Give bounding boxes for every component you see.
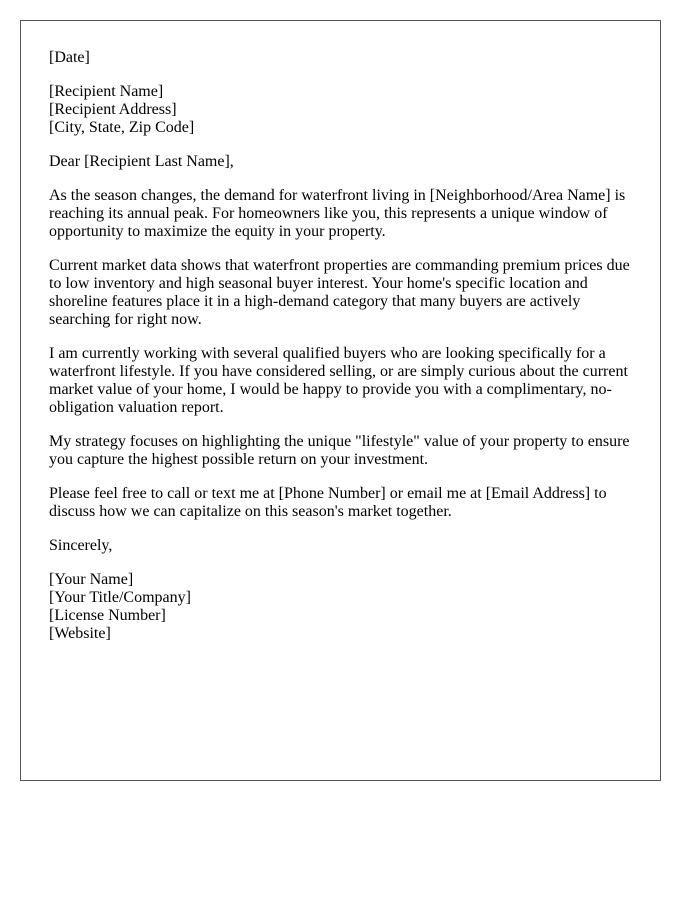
recipient-address: [Recipient Address] bbox=[49, 101, 177, 118]
body-paragraph: I am currently working with several qualified buyers who are looking specifically for a waterfront lifestyle. If you have considered selling, or are simply curious about the current market value of your home, I would be happy to provide you with a complimentary, no-obligation valuation report. bbox=[49, 345, 628, 416]
sender-license: [License Number] bbox=[49, 607, 166, 624]
letter-page bbox=[20, 20, 661, 781]
recipient-block bbox=[49, 83, 632, 137]
body-paragraph: Current market data shows that waterfront properties are commanding premium prices due to low inventory and high seasonal buyer interest. Your home's specific location and shoreline features place it in a high-demand category that many buyers are actively searching for right now. bbox=[49, 257, 630, 328]
sender-name: [Your Name] bbox=[49, 571, 134, 588]
sender-title-company: [Your Title/Company] bbox=[49, 589, 191, 606]
recipient-name: [Recipient Name] bbox=[49, 83, 164, 100]
signature-block bbox=[49, 571, 632, 643]
closing: Sincerely, bbox=[49, 537, 113, 554]
sender-website: [Website] bbox=[49, 625, 111, 642]
body-paragraph: Please feel free to call or text me at [Phone Number] or email me at [Email Address] to discuss how we can capitalize on this season's market together. bbox=[49, 485, 607, 520]
letter-date: [Date] bbox=[49, 49, 90, 66]
body-paragraph: As the season changes, the demand for waterfront living in [Neighborhood/Area Name] is reaching its annual peak. For homeowners like you, this represents a unique window of opportunity to maximize the equity in your property. bbox=[49, 187, 626, 240]
recipient-city-state-zip: [City, State, Zip Code] bbox=[49, 119, 195, 136]
body-paragraph: My strategy focuses on highlighting the unique "lifestyle" value of your property to ensure you capture the highest possible return on your investment. bbox=[49, 433, 630, 468]
salutation: Dear [Recipient Last Name], bbox=[49, 153, 234, 170]
